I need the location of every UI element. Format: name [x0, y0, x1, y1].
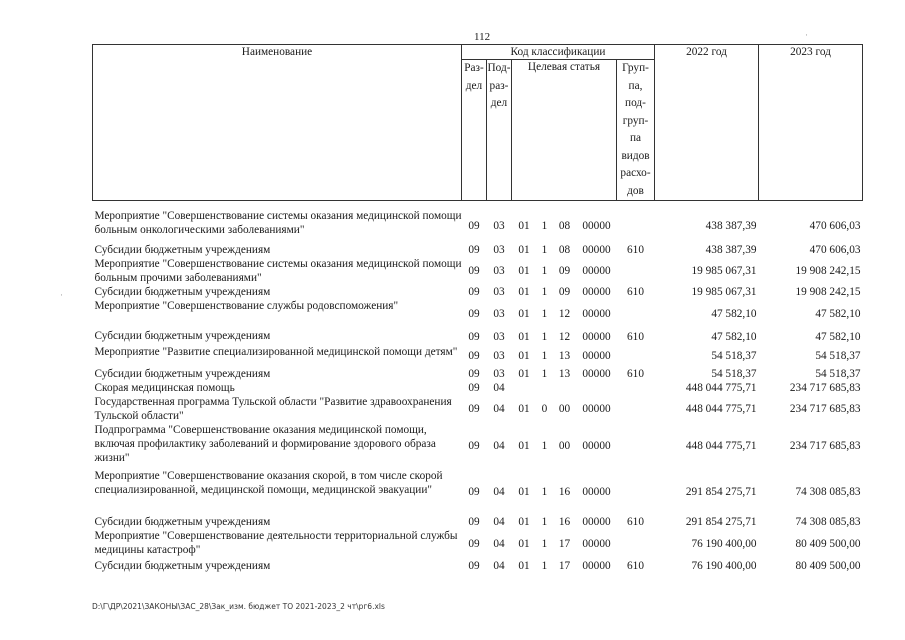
cell-expense-group: [617, 257, 655, 285]
header-target-article: Целевая статья: [512, 60, 617, 201]
cell-target-activity: 00: [558, 440, 571, 452]
cell-value-2022: 438 387,39: [705, 220, 757, 232]
row-name: Мероприятие "Совершенствование службы родовспоможения": [94, 300, 399, 312]
cell-target-activity: 09: [558, 265, 571, 277]
cell-subsection: 03: [493, 331, 505, 343]
cell-section: 09: [468, 382, 480, 394]
cell-expense-group: 610: [627, 516, 644, 528]
cell-target-activity: 09: [558, 286, 571, 298]
cell-value-2022: 448 044 775,71: [685, 382, 757, 394]
cell-expense-group: 610: [627, 331, 644, 343]
cell-value-2022: 291 854 275,71: [685, 516, 757, 528]
cell-target-subprogram: 0: [541, 403, 548, 415]
cell-target-activity: [553, 381, 577, 395]
cell-section: 09: [468, 440, 480, 452]
cell-section: 09: [468, 403, 480, 415]
cell-target-activity: 08: [558, 244, 571, 256]
cell-target-direction: 00000: [582, 486, 611, 498]
cell-target-activity: 13: [558, 368, 571, 380]
row-name: Мероприятие "Совершенствование деятельности территориальной службы медицины катастроф": [94, 530, 458, 556]
cell-target-subprogram: 1: [541, 516, 548, 528]
row-name: Скорая медицинская помощь: [94, 382, 235, 394]
table-row: [93, 469, 863, 515]
header-year-2023: 2023 год: [759, 45, 863, 201]
cell-target-subprogram: 1: [541, 308, 548, 320]
header-section: Раз- дел: [462, 60, 487, 201]
cell-target-activity: 00: [558, 403, 571, 415]
cell-value-2022: 19 985 067,31: [691, 265, 757, 277]
cell-subsection: 04: [493, 516, 505, 528]
cell-subsection: 03: [493, 265, 505, 277]
cell-expense-group: [617, 423, 655, 469]
table-row: [93, 395, 863, 423]
cell-target-program: 01: [518, 265, 530, 277]
cell-target-subprogram: 1: [541, 265, 548, 277]
cell-value-2023: 74 308 085,83: [795, 486, 861, 498]
row-name: Субсидии бюджетным учреждениям: [94, 368, 271, 380]
page-number: 112: [474, 31, 491, 43]
table-row: [93, 529, 863, 559]
cell-section: 09: [468, 516, 480, 528]
cell-section: 09: [468, 368, 480, 380]
row-name: Государственная программа Тульской области "Развитие здравоохранения Тульской области": [94, 396, 452, 422]
cell-target-program: 01: [518, 244, 530, 256]
cell-target-direction: 00000: [582, 286, 611, 298]
cell-target-program: 01: [518, 403, 530, 415]
row-name: Субсидии бюджетным учреждениям: [94, 516, 271, 528]
cell-value-2023: 80 409 500,00: [795, 538, 861, 550]
table-row: [93, 299, 863, 329]
cell-target-direction: 00000: [582, 350, 611, 362]
cell-value-2022: 291 854 275,71: [685, 486, 757, 498]
cell-expense-group: [617, 529, 655, 559]
cell-value-2022: 448 044 775,71: [685, 440, 757, 452]
cell-value-2023: 234 717 685,83: [789, 382, 861, 394]
table-row: [93, 329, 863, 345]
file-path-footer: D:\Г\ДР\2021\ЗАКОНЫ\ЗАС_28\Зак_изм. бюджет ТО 2021-2023_2 чт\рг6.xls: [92, 602, 385, 611]
cell-value-2022: 54 518,37: [711, 350, 757, 362]
table-row: [93, 285, 863, 299]
cell-target-program: 01: [518, 220, 530, 232]
cell-target-activity: 16: [558, 516, 571, 528]
margin-mark: ·: [805, 30, 808, 40]
cell-value-2023: 74 308 085,83: [795, 516, 861, 528]
cell-value-2022: 448 044 775,71: [685, 403, 757, 415]
cell-target-program: 01: [518, 331, 530, 343]
cell-target-program: 01: [518, 538, 530, 550]
cell-value-2023: 80 409 500,00: [795, 560, 861, 572]
cell-expense-group: [617, 209, 655, 243]
header-year-2022: 2022 год: [655, 45, 759, 201]
cell-target-direction: 00000: [582, 220, 611, 232]
cell-target-direction: 00000: [582, 403, 611, 415]
cell-expense-group: [617, 299, 655, 329]
cell-section: 09: [468, 286, 480, 298]
table-row: [93, 515, 863, 529]
row-name: Субсидии бюджетным учреждениям: [94, 560, 271, 572]
cell-expense-group: [617, 469, 655, 515]
header-subsection: Под- раз- дел: [487, 60, 512, 201]
cell-section: 09: [468, 560, 480, 572]
cell-target-subprogram: 1: [541, 286, 548, 298]
row-name: Мероприятие "Развитие специализированной медицинской помощи детям": [94, 346, 458, 358]
cell-subsection: 04: [493, 440, 505, 452]
cell-section: 09: [468, 244, 480, 256]
cell-expense-group: [617, 381, 655, 395]
cell-subsection: 04: [493, 382, 505, 394]
margin-mark: ·: [60, 290, 63, 300]
cell-subsection: 04: [493, 403, 505, 415]
header-code-group: Код классификации: [462, 45, 655, 60]
row-name: Мероприятие "Совершенствование системы оказания медицинской помощи больным онкологическими заболеваниями": [94, 210, 462, 236]
cell-target-activity: 17: [558, 560, 571, 572]
cell-target-direction: 00000: [582, 368, 611, 380]
header-expense-group: Груп- па, под- груп- па видов расхо- дов: [617, 60, 655, 201]
cell-value-2023: 19 908 242,15: [795, 265, 861, 277]
cell-value-2022: 47 582,10: [711, 331, 757, 343]
cell-target-activity: 17: [558, 538, 571, 550]
cell-subsection: 03: [493, 308, 505, 320]
cell-target-direction: 00000: [582, 265, 611, 277]
row-name: Субсидии бюджетным учреждениям: [94, 286, 271, 298]
cell-target-subprogram: 1: [541, 440, 548, 452]
cell-target-subprogram: 1: [541, 368, 548, 380]
cell-target-direction: 00000: [582, 244, 611, 256]
cell-section: 09: [468, 538, 480, 550]
cell-expense-group: 610: [627, 560, 644, 572]
cell-target-direction: 00000: [582, 538, 611, 550]
cell-target-program: 01: [518, 440, 530, 452]
table-row: [93, 209, 863, 243]
cell-value-2023: 19 908 242,15: [795, 286, 861, 298]
header-name: Наименование: [93, 45, 462, 201]
table-body: [93, 201, 863, 574]
cell-expense-group: 610: [627, 368, 644, 380]
cell-value-2022: 438 387,39: [705, 244, 757, 256]
cell-target-direction: 00000: [582, 440, 611, 452]
cell-subsection: 03: [493, 244, 505, 256]
cell-target-direction: [577, 381, 617, 395]
cell-target-direction: 00000: [582, 331, 611, 343]
cell-target-program: [512, 381, 537, 395]
table-row: [93, 559, 863, 573]
cell-target-program: 01: [518, 516, 530, 528]
cell-subsection: 04: [493, 538, 505, 550]
cell-section: 09: [468, 220, 480, 232]
budget-table: [92, 44, 863, 573]
cell-target-activity: 12: [558, 331, 571, 343]
cell-section: 09: [468, 331, 480, 343]
cell-target-subprogram: 1: [541, 244, 548, 256]
cell-target-subprogram: 1: [541, 331, 548, 343]
table-row: [93, 345, 863, 367]
cell-subsection: 04: [493, 486, 505, 498]
cell-target-program: 01: [518, 308, 530, 320]
cell-value-2023: 470 606,03: [809, 244, 861, 256]
table-row: [93, 243, 863, 257]
cell-value-2023: 234 717 685,83: [789, 440, 861, 452]
cell-target-subprogram: 1: [541, 538, 548, 550]
cell-value-2022: 76 190 400,00: [691, 538, 757, 550]
cell-value-2023: 54 518,37: [815, 350, 861, 362]
row-name: Субсидии бюджетным учреждениям: [94, 330, 271, 342]
row-name: Подпрограмма "Совершенствование оказания медицинской помощи, включая профилактику заболеваний и формирование здорового образа жизни": [94, 424, 436, 464]
cell-section: 09: [468, 486, 480, 498]
cell-target-activity: 13: [558, 350, 571, 362]
cell-section: 09: [468, 308, 480, 320]
cell-target-subprogram: 1: [541, 486, 548, 498]
cell-target-direction: 00000: [582, 560, 611, 572]
cell-target-subprogram: [537, 381, 553, 395]
row-name: Субсидии бюджетным учреждениям: [94, 244, 271, 256]
cell-section: 09: [468, 350, 480, 362]
cell-target-program: 01: [518, 286, 530, 298]
cell-target-program: 01: [518, 350, 530, 362]
row-name: Мероприятие "Совершенствование оказания скорой, в том числе скорой специализированной, медицинской помощи, медицинской эвакуации": [94, 470, 443, 496]
cell-expense-group: 610: [627, 286, 644, 298]
table-row: [93, 367, 863, 381]
cell-value-2022: 54 518,37: [711, 368, 757, 380]
cell-value-2023: 234 717 685,83: [789, 403, 861, 415]
cell-target-direction: 00000: [582, 516, 611, 528]
cell-target-subprogram: 1: [541, 220, 548, 232]
cell-target-subprogram: 1: [541, 350, 548, 362]
cell-subsection: 03: [493, 220, 505, 232]
cell-value-2023: 47 582,10: [815, 308, 861, 320]
cell-subsection: 03: [493, 286, 505, 298]
cell-value-2023: 470 606,03: [809, 220, 861, 232]
cell-value-2023: 54 518,37: [815, 368, 861, 380]
cell-value-2022: 19 985 067,31: [691, 286, 757, 298]
cell-expense-group: [617, 395, 655, 423]
cell-expense-group: 610: [627, 244, 644, 256]
table-row: [93, 423, 863, 469]
cell-subsection: 03: [493, 368, 505, 380]
cell-target-direction: 00000: [582, 308, 611, 320]
cell-target-program: 01: [518, 368, 530, 380]
cell-target-activity: 08: [558, 220, 571, 232]
cell-value-2022: 47 582,10: [711, 308, 757, 320]
cell-subsection: 03: [493, 350, 505, 362]
cell-value-2022: 76 190 400,00: [691, 560, 757, 572]
cell-target-activity: 16: [558, 486, 571, 498]
cell-value-2023: 47 582,10: [815, 331, 861, 343]
cell-section: 09: [468, 265, 480, 277]
cell-target-activity: 12: [558, 308, 571, 320]
table-row: [93, 381, 863, 395]
cell-subsection: 04: [493, 560, 505, 572]
table-row: [93, 257, 863, 285]
cell-expense-group: [617, 345, 655, 367]
cell-target-program: 01: [518, 486, 530, 498]
cell-target-program: 01: [518, 560, 530, 572]
cell-target-subprogram: 1: [541, 560, 548, 572]
row-name: Мероприятие "Совершенствование системы оказания медицинской помощи больным прочими заболеваниями": [94, 258, 462, 284]
